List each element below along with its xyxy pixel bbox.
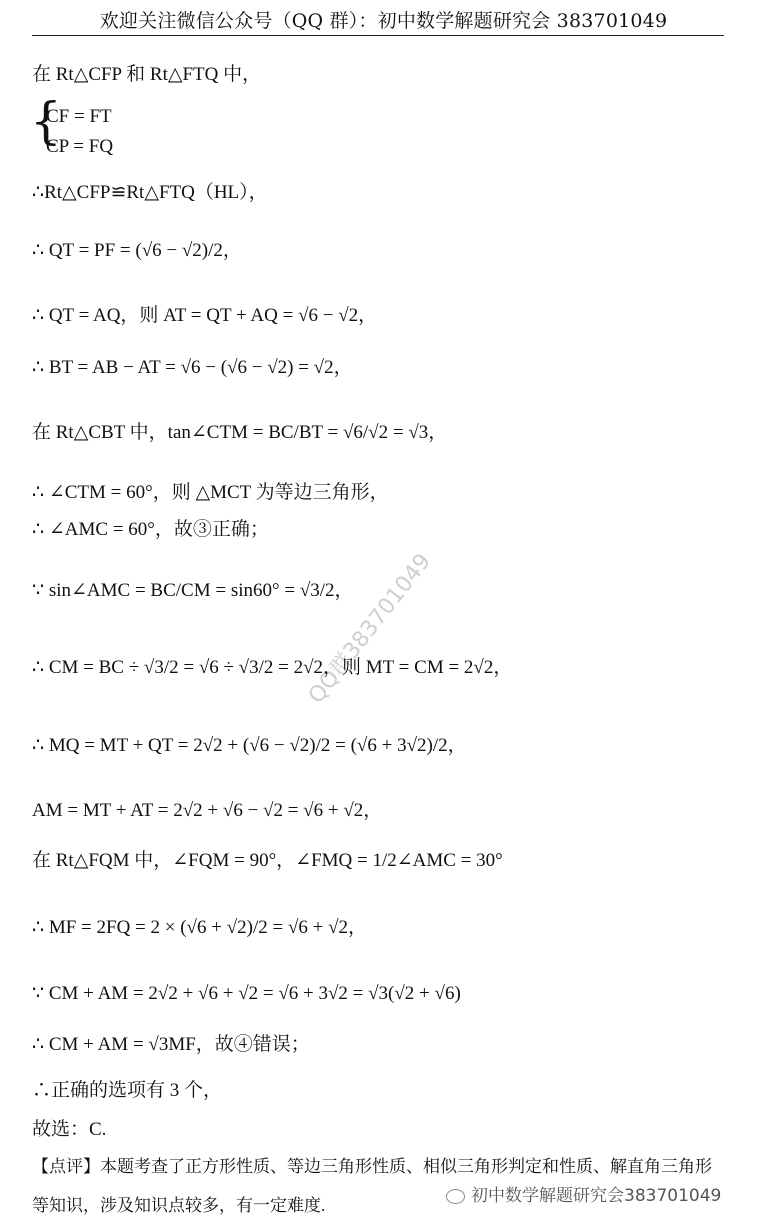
line-14: ∴ MF = 2FQ = 2 × (√6 + √2)/2 = √6 + √2， (32, 917, 368, 938)
line-18: 故选：C. (32, 1119, 107, 1140)
line-4: ∴ QT = AQ，则 AT = QT + AQ = √6 − √2， (32, 305, 378, 326)
system-eq-1: CF = FT (46, 106, 112, 127)
line-12: AM = MT + AT = 2√2 + √6 − √2 = √6 + √2， (32, 800, 383, 821)
line-3: ∴ QT = PF = (√6 − √2)/2， (32, 240, 242, 261)
line-2: ∴Rt△CFP≌Rt△FTQ（HL）， (32, 182, 268, 203)
page-header: 欢迎关注微信公众号（QQ 群）：初中数学解题研究会 383701049 (99, 10, 668, 32)
line-5: ∴ BT = AB − AT = √6 − (√6 − √2) = √2， (32, 357, 353, 378)
watermark: QQ群383701049 (303, 549, 437, 709)
line-1: 在 Rt△CFP 和 Rt△FTQ 中， (32, 64, 262, 85)
line-13: 在 Rt△FQM 中，∠FQM = 90°，∠FMQ = 1/2∠AMC = 30° (32, 850, 503, 871)
line-11: ∴ MQ = MT + QT = 2√2 + (√6 − √2)/2 = (√6 + 3√2)/2， (32, 735, 467, 756)
header-rule (32, 35, 724, 36)
brace-symbol: { (30, 92, 62, 150)
line-6: 在 Rt△CBT 中，tan∠CTM = BC/BT = √6/√2 = √3， (32, 422, 448, 443)
review-line-2: 等知识，涉及知识点较多，有一定难度. (32, 1196, 326, 1215)
line-9: ∵ sin∠AMC = BC/CM = sin60° = √3/2， (32, 580, 354, 601)
wechat-icon (446, 1189, 465, 1204)
review-line-1: 【点评】本题考查了正方形性质、等边三角形性质、相似三角形判定和性质、解直角三角形 (32, 1157, 712, 1176)
system-eq-2: CP = FQ (46, 136, 114, 157)
line-8: ∴ ∠AMC = 60°，故③正确； (32, 519, 269, 540)
line-17: ∴正确的选项有 3 个， (32, 1080, 223, 1101)
line-15: ∵ CM + AM = 2√2 + √6 + √2 = √6 + 3√2 = √3(√2 + √6) (32, 983, 461, 1004)
line-16: ∴ CM + AM = √3MF，故④错误； (32, 1034, 310, 1055)
line-7: ∴ ∠CTM = 60°，则 △MCT 为等边三角形， (32, 482, 389, 503)
footer-logo (446, 1181, 721, 1206)
footer-logo-text: 初中数学解题研究会383701049 (471, 1186, 722, 1206)
line-10: ∴ CM = BC ÷ √3/2 = √6 ÷ √3/2 = 2√2，则 MT = CM = 2√2， (32, 657, 513, 678)
